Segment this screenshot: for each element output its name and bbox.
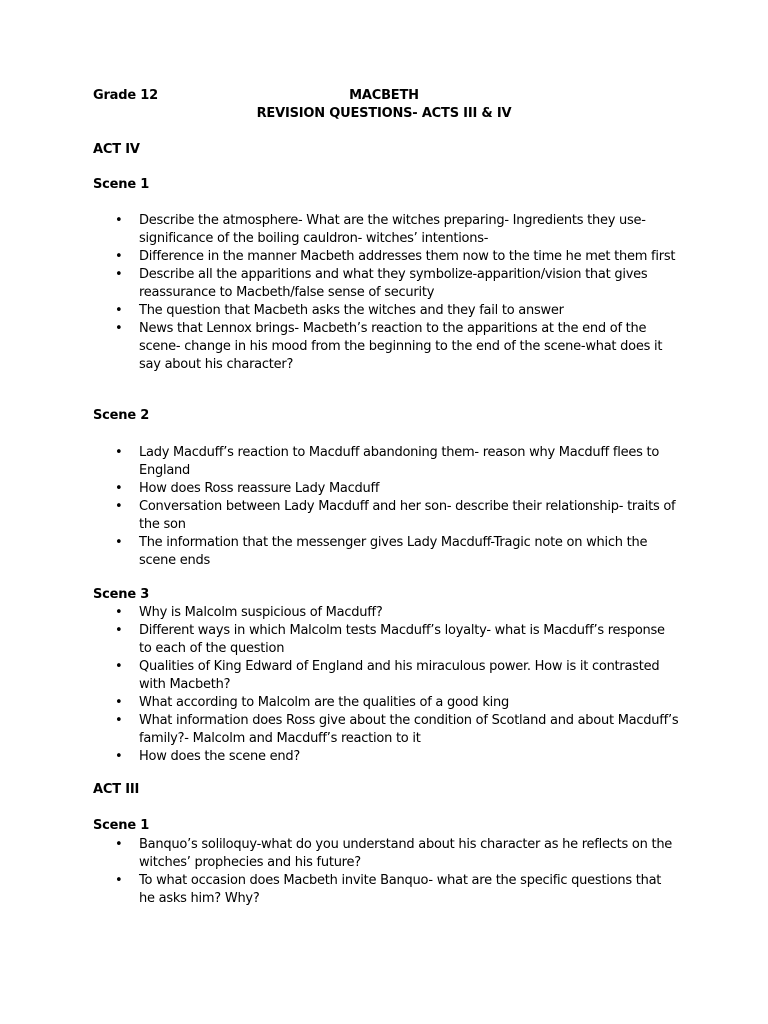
list-item: • How does Ross reassure Lady Macduff — [0, 480, 679, 498]
list-item: • Difference in the manner Macbeth addresses them now to the time he met them first — [0, 248, 679, 266]
act-iv-scene2-list — [0, 444, 679, 570]
list-item: • Conversation between Lady Macduff and her son- describe their relationship- traits of the son — [0, 498, 679, 534]
list-item: • The information that the messenger gives Lady Macduff-Tragic note on which the scene ends — [0, 534, 679, 570]
list-item: • Banquo’s soliloquy-what do you understand about his character as he reflects on the witches’ prophecies and his future? — [0, 836, 679, 872]
act-iii-heading: ACT III — [93, 782, 140, 797]
list-item: • Describe all the apparitions and what they symbolize-apparition/vision that gives reassurance to Macbeth/false sense of security — [0, 266, 679, 302]
act-iv-scene3-list — [0, 604, 679, 766]
act-iv-scene3-heading: Scene 3 — [93, 587, 150, 602]
list-item: • News that Lennox brings- Macbeth’s reaction to the apparitions at the end of the scene- change in his mood from the beginning to the end of the scene-what does it say about his character? — [0, 320, 679, 374]
list-item: • Qualities of King Edward of England and his miraculous power. How is it contrasted with Macbeth? — [0, 658, 679, 694]
list-item: • How does the scene end? — [0, 748, 679, 766]
document-subtitle: REVISION QUESTIONS- ACTS III & IV — [256, 106, 512, 121]
list-item: • Describe the atmosphere- What are the witches preparing- Ingredients they use- significance of the boiling cauldron- witches’ intentions- — [0, 212, 679, 248]
list-item: • What according to Malcolm are the qualities of a good king — [0, 694, 679, 712]
act-iv-scene2-heading: Scene 2 — [93, 408, 150, 423]
grade-label: Grade 12 — [93, 88, 158, 103]
document-title: MACBETH — [349, 88, 419, 103]
list-item: • To what occasion does Macbeth invite Banquo- what are the specific questions that he asks him? Why? — [0, 872, 679, 908]
list-item: • What information does Ross give about the condition of Scotland and about Macduff’s family?- Malcolm and Macduff’s reaction to it — [0, 712, 679, 748]
list-item: • The question that Macbeth asks the witches and they fail to answer — [0, 302, 679, 320]
act-iii-scene1-heading: Scene 1 — [93, 818, 150, 833]
act-iv-scene1-list — [0, 212, 679, 374]
list-item: • Lady Macduff’s reaction to Macduff abandoning them- reason why Macduff flees to England — [0, 444, 679, 480]
list-item: • Why is Malcolm suspicious of Macduff? — [0, 604, 679, 622]
list-item: • Different ways in which Malcolm tests Macduff’s loyalty- what is Macduff’s response to each of the question — [0, 622, 679, 658]
act-iii-scene1-list — [0, 836, 679, 908]
act-iv-scene1-heading: Scene 1 — [93, 177, 150, 192]
act-iv-heading: ACT IV — [93, 142, 140, 157]
